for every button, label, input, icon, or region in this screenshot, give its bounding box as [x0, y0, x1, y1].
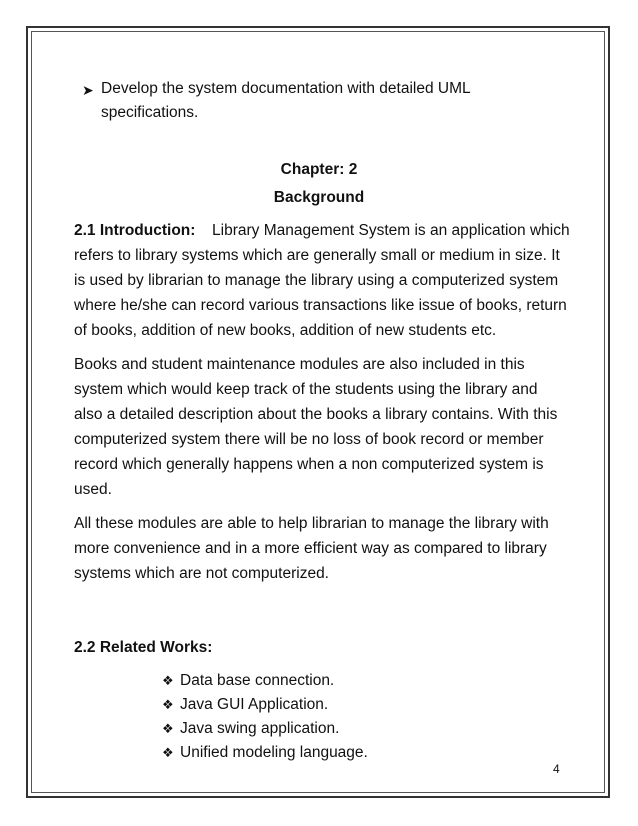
paragraph-line: computerized system there will be no loss of book record or member: [74, 431, 544, 448]
paragraph-line: system which would keep track of the students using the library and: [74, 381, 538, 398]
list-item: ❖ Unified modeling language.: [162, 741, 368, 765]
paragraph-line: used.: [74, 481, 112, 498]
diamond-bullet-icon: ❖: [162, 673, 174, 688]
paragraph-line: All these modules are able to help librarian to manage the library with: [74, 515, 549, 532]
list-item: ❖ Data base connection.: [162, 669, 334, 693]
bullet-line: Develop the system documentation with detailed UML: [101, 80, 471, 97]
paragraph-line: Books and student maintenance modules are also included in this: [74, 356, 525, 373]
diamond-bullet-icon: ❖: [162, 697, 174, 712]
intro-first-line: [74, 219, 570, 243]
paragraph-line: more convenience and in a more efficient way as compared to library: [74, 540, 547, 557]
intro-text: Library Management System is an application which: [212, 222, 570, 239]
paragraph-line: where he/she can record various transactions like issue of books, return: [74, 297, 567, 314]
diamond-bullet-icon: ❖: [162, 721, 174, 736]
paragraph-line: is used by librarian to manage the library using a computerized system: [74, 272, 559, 289]
chapter-title: Background: [273, 189, 365, 206]
list-item: ❖ Java swing application.: [162, 717, 339, 741]
paragraph-line: of books, addition of new books, addition of new students etc.: [74, 322, 497, 339]
paragraph-line: record which generally happens when a non computerized system is: [74, 456, 544, 473]
page-number: 4: [553, 762, 560, 776]
paragraph-line: systems which are not computerized.: [74, 565, 329, 582]
chapter-label: Chapter: 2: [280, 161, 358, 178]
paragraph-line: refers to library systems which are generally small or medium in size. It: [74, 247, 560, 264]
arrow-bullet-icon: ➤: [82, 82, 94, 98]
intro-heading: 2.1 Introduction:: [74, 222, 196, 239]
paragraph-line: also a detailed description about the books a library contains. With this: [74, 406, 558, 423]
list-item: ❖ Java GUI Application.: [162, 693, 328, 717]
related-heading: 2.2 Related Works:: [74, 639, 213, 656]
diamond-bullet-icon: ❖: [162, 745, 174, 760]
bullet-line: specifications.: [101, 104, 199, 121]
